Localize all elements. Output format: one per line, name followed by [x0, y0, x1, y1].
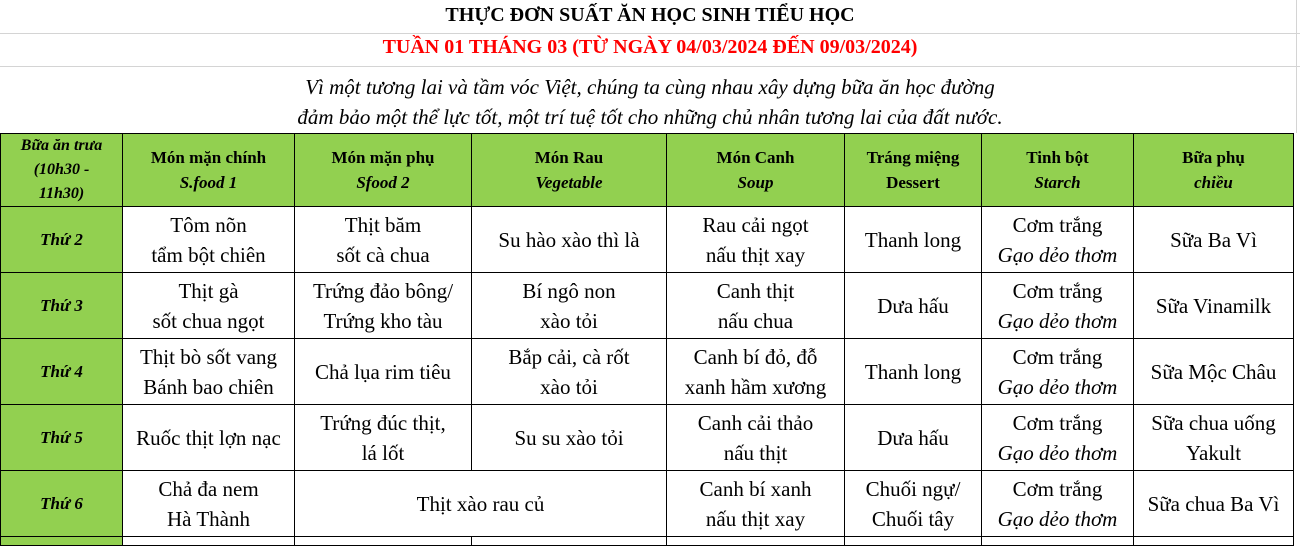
- main-dish-cell: Tôm nõn tẩm bột chiên: [123, 207, 295, 273]
- dessert-cell: Chuối ngự/ Chuối tây: [845, 471, 982, 537]
- vegetable-cell: Bí ngô non xào tỏi: [472, 273, 667, 339]
- table-row: [1, 273, 1294, 339]
- starch-cell: Cơm trắng Gạo dẻo thơm: [982, 273, 1134, 339]
- dessert-cell: Dưa hấu: [845, 273, 982, 339]
- header-dessert: Tráng miệng Dessert: [845, 134, 982, 207]
- table-row: [1, 471, 1294, 537]
- table-row: [1, 405, 1294, 471]
- side-dish-cell: Trứng đúc thịt, lá lốt: [295, 405, 472, 471]
- side-dish-cell: Thịt băm sốt cà chua: [295, 207, 472, 273]
- main-dish-cell: Thịt bò sốt vang Bánh bao chiên: [123, 339, 295, 405]
- snack-cell: Sữa Mộc Châu: [1134, 339, 1294, 405]
- main-dish-cell: Ruốc thịt lợn nạc: [123, 405, 295, 471]
- day-label: Thứ 3: [1, 273, 123, 339]
- header-vegetable: Món Rau Vegetable: [472, 134, 667, 207]
- soup-cell: Rau cải ngọt nấu thịt xay: [667, 207, 845, 273]
- dessert-cell: Dưa hấu: [845, 405, 982, 471]
- main-dish-cell: Chả đa nem Hà Thành: [123, 471, 295, 537]
- soup-cell: Canh cải thảo nấu thịt: [667, 405, 845, 471]
- gridline: [0, 66, 1300, 67]
- gridline: [0, 33, 1300, 34]
- header-side-dish: Món mặn phụ Sfood 2: [295, 134, 472, 207]
- vegetable-cell: Bắp cải, cà rốt xào tỏi: [472, 339, 667, 405]
- day-label: Thứ 6: [1, 471, 123, 537]
- starch-cell: Cơm trắng Gạo dẻo thơm: [982, 471, 1134, 537]
- header-meal-time: Bữa ăn trưa (10h30 - 11h30): [1, 134, 123, 207]
- empty-cell: [123, 537, 295, 546]
- motto-line-1: Vì một tương lai và tầm vóc Việt, chúng ta cùng nhau xây dựng bữa ăn học đường: [305, 75, 995, 99]
- starch-cell: Cơm trắng Gạo dẻo thơm: [982, 207, 1134, 273]
- day-label: Thứ 5: [1, 405, 123, 471]
- day-label-empty: [1, 537, 123, 546]
- empty-cell: [295, 537, 472, 546]
- empty-cell: [845, 537, 982, 546]
- empty-cell: [982, 537, 1134, 546]
- day-label: Thứ 2: [1, 207, 123, 273]
- header-starch: Tinh bột Starch: [982, 134, 1134, 207]
- snack-cell: Sữa Vinamilk: [1134, 273, 1294, 339]
- week-range-title: TUẦN 01 THÁNG 03 (TỪ NGÀY 04/03/2024 ĐẾN 09/03/2024): [382, 36, 918, 58]
- vegetable-cell: Su hào xào thì là: [472, 207, 667, 273]
- menu-table: [0, 133, 1294, 546]
- header-soup: Món Canh Soup: [667, 134, 845, 207]
- table-header-row: [1, 134, 1294, 207]
- main-dish-cell: Thịt gà sốt chua ngọt: [123, 273, 295, 339]
- header-afternoon-snack: Bữa phụ chiều: [1134, 134, 1294, 207]
- table-row-cut-off: [1, 537, 1294, 546]
- soup-cell: Canh bí xanh nấu thịt xay: [667, 471, 845, 537]
- motto-line-2: đảm bảo một thể lực tốt, một trí tuệ tốt cho những chủ nhân tương lai của đất nước.: [297, 105, 1003, 129]
- soup-cell: Canh bí đỏ, đỗ xanh hầm xương: [667, 339, 845, 405]
- snack-cell: Sữa chua uống Yakult: [1134, 405, 1294, 471]
- side-dish-cell: Chả lụa rim tiêu: [295, 339, 472, 405]
- empty-cell: [472, 537, 667, 546]
- soup-cell: Canh thịt nấu chua: [667, 273, 845, 339]
- table-row: [1, 339, 1294, 405]
- snack-cell: Sữa Ba Vì: [1134, 207, 1294, 273]
- menu-title: THỰC ĐƠN SUẤT ĂN HỌC SINH TIỂU HỌC: [445, 4, 855, 26]
- empty-cell: [1134, 537, 1294, 546]
- vegetable-cell: Su su xào tỏi: [472, 405, 667, 471]
- empty-cell: [667, 537, 845, 546]
- snack-cell: Sữa chua Ba Vì: [1134, 471, 1294, 537]
- dessert-cell: Thanh long: [845, 207, 982, 273]
- day-label: Thứ 4: [1, 339, 123, 405]
- table-row: [1, 207, 1294, 273]
- side-vegetable-merged-cell: Thịt xào rau củ: [295, 471, 667, 537]
- dessert-cell: Thanh long: [845, 339, 982, 405]
- side-dish-cell: Trứng đảo bông/ Trứng kho tàu: [295, 273, 472, 339]
- starch-cell: Cơm trắng Gạo dẻo thơm: [982, 339, 1134, 405]
- starch-cell: Cơm trắng Gạo dẻo thơm: [982, 405, 1134, 471]
- header-main-dish: Món mặn chính S.food 1: [123, 134, 295, 207]
